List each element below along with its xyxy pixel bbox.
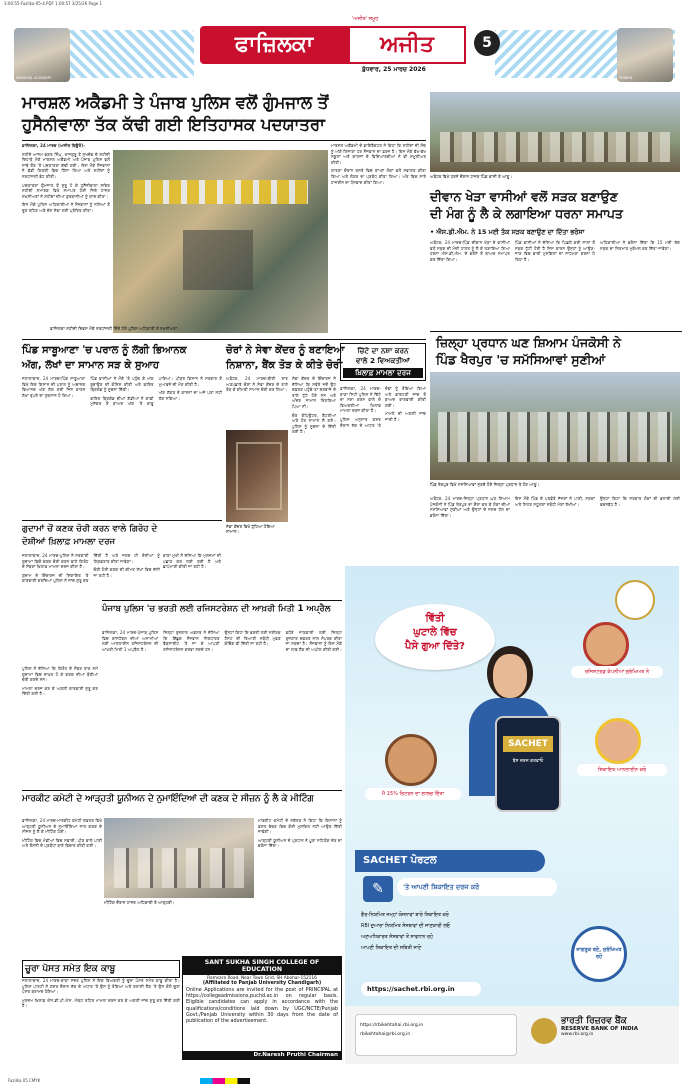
divider xyxy=(22,140,426,141)
doda-box xyxy=(340,343,426,381)
face xyxy=(493,654,527,698)
lead-body-left: ਫ਼ਾਜ਼ਿਲਕਾ, 24 ਮਾਰਚ (ਅਜੀਤ ਬਿਊਰੋ)- ਸ਼ਹੀਦੇ ਆਜ਼ਮ ਭਗਤ ਸਿੰਘ, ਰਾਜਗੁਰੂ ਤੇ ਸੁਖਦੇਵ ਦੇ ਸ਼ਹੀਦੀ ਦਿਹਾੜੇ ਮੌਕੇ ਮਾਰਸ਼ਲ ਅਕੈਡਮੀ ਅਤੇ ਪੰਜਾਬ ਪੁਲਿਸ ਵਲੋਂ ਸਾਂਝੇ ਤੌਰ 'ਤੇ ਪਦਯਾਤਰਾ ਕੱਢੀ ਗਈ। ਇਸ ਮੌਕੇ ਨੌਜਵਾਨਾਂ ਨੇ ਵੱਡੀ ਗਿਣਤੀ ਵਿਚ ਹਿੱਸਾ ਲਿਆ ਅਤੇ ਸ਼ਹੀਦਾਂ ਨੂੰ ਸ਼ਰਧਾਂਜਲੀ ਭੇਟ ਕੀਤੀ। ਪਦਯਾਤਰਾ ਗੁੰਮਜਾਲ ਤੋਂ ਸ਼ੁਰੂ ਹੋ ਕੇ ਹੁਸੈਨੀਵਾਲਾ ਸਥਿਤ ਸ਼ਹੀਦੀ ਸਮਾਰਕ ਵਿਖੇ ਸਮਾਪਤ ਹੋਈ ਜਿਥੇ ਹਾਜ਼ਰ ਸ਼ਖ਼ਸੀਅਤਾਂ ਨੇ ਸ਼ਹੀਦਾਂ ਦੀਆਂ ਕੁਰਬਾਨੀਆਂ ਨੂੰ ਯਾਦ ਕੀਤਾ। ਇਸ ਮੌਕੇ ਪੁਲਿਸ ਅਧਿਕਾਰੀਆਂ ਨੇ ਨੌਜਵਾਨਾਂ ਨੂੰ ਨਸ਼ਿਆਂ ਤੋਂ ਦੂਰ ਰਹਿਣ ਅਤੇ ਦੇਸ਼ ਸੇਵਾ ਲਈ ਪ੍ਰੇਰਿਤ ਕੀਤਾ। xyxy=(22,143,110,213)
memorial xyxy=(183,230,253,290)
meeting-group xyxy=(114,848,244,888)
college-affiliation: (Affiliated to Panjab University Chandigarh) xyxy=(202,981,322,986)
doda-body: ਫ਼ਾਜ਼ਿਲਕਾ, 24 ਮਾਰਚ-ਥਾਣਾ ਸਿਟੀ ਪੁਲਿਸ ਨੇ ਚਿੱਟੇ ਦਾ ਨਸ਼ਾ ਕਰਨ ਵਾਲੇ ਦੋ ਵਿਅਕਤੀਆਂ ਖ਼ਿਲਾਫ਼ ਮਾਮਲਾ ਦਰਜ ਕੀਤਾ ਹੈ। ਪੁਲਿਸ ਅਨੁਸਾਰ ਗਸ਼ਤ ਦੌਰਾਨ ਸ਼ੱਕ ਦੇ ਅਧਾਰ 'ਤੇ ਦੋਵਾਂ ਨੂੰ ਰੋਕਿਆ ਗਿਆ ਅਤੇ ਡਾਕਟਰੀ ਜਾਂਚ ਤੋਂ ਬਾਅਦ ਕਾਰਵਾਈ ਕੀਤੀ ਗਈ। ਮਾਮਲੇ ਦੀ ਅਗਲੀ ਜਾਂਚ ਜਾਰੀ ਹੈ। xyxy=(340,386,426,428)
color-registration-bar xyxy=(200,1078,250,1084)
dharna-photo xyxy=(430,92,680,172)
college-name: SANT SUKHA SINGH COLLEGE OF EDUCATION xyxy=(183,957,341,975)
lead-headline: ਮਾਰਸ਼ਲ ਅਕੈਡਮੀ ਤੇ ਪੰਜਾਬ ਪੁਲਿਸ ਵਲੋਂ ਗੁੰਮਜਾਲ ਤੋਂ ਹੁਸੈਨੀਵਾਲਾ ਤੱਕ ਕੱਢੀ ਗਈ ਇਤਿਹਾਸਕ ਪਦਯਾਤਰਾ xyxy=(22,93,329,134)
arrest-body: ਜਲਾਲਾਬਾਦ, 24 ਮਾਰਚ-ਥਾਣਾ ਸਦਰ ਪੁਲਿਸ ਨੇ ਇਕ ਵਿਅਕਤੀ ਨੂੰ ਚੂਰਾ ਪੋਸਤ ਸਮੇਤ ਕਾਬੂ ਕੀਤਾ ਹੈ। ਪੁਲਿਸ ਪਾਰਟੀ ਨੇ ਗਸ਼ਤ ਦੌਰਾਨ ਸ਼ੱਕ ਦੇ ਅਧਾਰ 'ਤੇ ਉਸ ਨੂੰ ਰੋਕਿਆ ਅਤੇ ਤਲਾਸ਼ੀ ਲੈਣ 'ਤੇ ਉਸ ਕੋਲੋਂ ਚੂਰਾ ਪੋਸਤ ਬਰਾਮਦ ਹੋਇਆ। ਮੁਲਜ਼ਮ ਖ਼ਿਲਾਫ਼ ਐਨ.ਡੀ.ਪੀ.ਐਸ. ਐਕਟ ਤਹਿਤ ਮਾਮਲਾ ਦਰਜ ਕਰ ਕੇ ਅਗਲੀ ਜਾਂਚ ਸ਼ੁਰੂ ਕਰ ਦਿੱਤੀ ਗਈ ਹੈ। xyxy=(22,978,180,1009)
wheat-body: ਜਲਾਲਾਬਾਦ, 24 ਮਾਰਚ-ਪੁਲਿਸ ਨੇ ਸਰਕਾਰੀ ਗੁਦਾਮਾਂ ਵਿਚੋਂ ਕਣਕ ਚੋਰੀ ਕਰਨ ਵਾਲੇ ਗਿਰੋਹ ਦੇ ਮੈਂਬਰਾਂ ਖ਼ਿਲਾਫ਼ ਮਾਮਲਾ ਦਰਜ ਕੀਤਾ ਹੈ। ਗੁਦਾਮ ਦੇ ਇੰਚਾਰਜ ਦੀ ਸ਼ਿਕਾਇਤ 'ਤੇ ਕਾਰਵਾਈ ਕਰਦਿਆਂ ਪੁਲਿਸ ਨੇ ਜਾਂਚ ਸ਼ੁਰੂ ਕਰ ਦਿੱਤੀ ਹੈ ਅਤੇ ਜਲਦ ਹੀ ਦੋਸ਼ੀਆਂ ਨੂੰ ਗ੍ਰਿਫ਼ਤਾਰ ਕੀਤਾ ਜਾਵੇਗਾ। ਚੋਰੀ ਹੋਈ ਕਣਕ ਦੀ ਕੀਮਤ ਲੱਖਾਂ ਵਿਚ ਦੱਸੀ ਜਾ ਰਹੀ ਹੈ। xyxy=(22,553,160,584)
theft-photo-caption: ਸੇਵਾ ਕੇਂਦਰ ਵਿਖੇ ਟੁੱਟਿਆ ਹੋਇਆ ਸਾਮਾਨ। xyxy=(226,524,275,534)
phone-label: SACHET xyxy=(503,736,553,752)
portal-sub: 'ਤੇ ਆਪਣੀ ਸ਼ਿਕਾਇਤ ਦਰਜ ਕਰੋ xyxy=(397,878,557,896)
doda-headline: ਚਿੱਟੇ ਦਾ ਨਸ਼ਾ ਕਰਨ ਵਾਲੇ 2 ਵਿਅਕਤੀਆਂ ਖ਼ਿਲਾਫ਼ ਮਾਮਲਾ ਦਰਜ xyxy=(341,344,425,380)
rbi-emblem xyxy=(615,580,655,620)
college-ad xyxy=(182,956,342,1060)
page-number: 5 xyxy=(474,30,500,56)
lead-photo-caption: ਫ਼ਾਜ਼ਿਲਕਾ ਸ਼ਹੀਦੀ ਦਿਵਸ ਮੌਕੇ ਸ਼ਰਧਾਂਜਲੀ ਦਿੰਦੇ ਹੋਏ ਪੁਲਿਸ ਅਧਿਕਾਰੀ ਤੇ ਸ਼ਖ਼ਸੀਅਤਾਂ। xyxy=(50,326,180,331)
market-body-left: ਫ਼ਾਜ਼ਿਲਕਾ, 24 ਮਾਰਚ-ਮਾਰਕੀਟ ਕਮੇਟੀ ਦਫ਼ਤਰ ਵਿਖੇ ਆੜ੍ਹਤੀ ਯੂਨੀਅਨ ਦੇ ਨੁਮਾਇੰਦਿਆਂ ਨਾਲ ਕਣਕ ਦੇ ਸੀਜ਼ਨ ਨੂੰ ਲੈ ਕੇ ਮੀਟਿੰਗ ਹੋਈ। ਮੀਟਿੰਗ ਵਿਚ ਮੰਡੀਆਂ ਵਿਚ ਸਫ਼ਾਈ, ਪੀਣ ਵਾਲੇ ਪਾਣੀ ਅਤੇ ਰੌਸ਼ਨੀ ਦੇ ਪ੍ਰਬੰਧਾਂ ਬਾਰੇ ਵਿਚਾਰ ਕੀਤੀ ਗਈ। xyxy=(22,818,102,849)
sachet-link[interactable]: https://sachet.rbi.org.in xyxy=(361,982,481,996)
tower-logo: MARSHAL ACADEMY xyxy=(14,28,70,82)
question-bubble: ਵਿੱਤੀ ਘੁਟਾਲੇ ਵਿੱਚ ਪੈਸੇ ਗੁਆ ਦਿੱਤੇ? xyxy=(375,604,495,670)
clock-tower-logo: TOWER xyxy=(617,28,673,82)
paper-name: ਅਜੀਤ xyxy=(348,26,466,64)
wheat-headline: ਗੁਦਾਮਾਂ ਚੋਂ ਕਣਕ ਚੋਰੀ ਕਰਨ ਵਾਲੇ ਗਿਰੋਹ ਦੇ ਦੋਸ਼ੀਆਂ ਖ਼ਿਲਾਫ਼ ਮਾਮਲਾ ਦਰਜ xyxy=(22,524,158,547)
bubble-right-bottom: ਸ਼ਿਕਾਇਤ ਆਨਲਾਈਨ ਕਰੋ xyxy=(577,764,667,776)
zila-headline: ਜ਼ਿਲ੍ਹਾ ਪ੍ਰਧਾਨ ਘਣ ਸ਼ਿਆਮ ਪੰਜਕੋਸੀ ਨੇ ਪਿੰਡ ਖੈਰਪੁਰ 'ਚ ਸਮੱਸਿਆਵਾਂ ਸੁਣੀਆਂ xyxy=(436,335,621,367)
theft-body: ਸੇਵਾ ਕੇਂਦਰ ਦੇ ਇੰਚਾਰਜ ਨੇ ਦੱਸਿਆ ਕਿ ਸਵੇਰੇ ਜਦੋਂ ਉਹ ਦਫ਼ਤਰ ਪਹੁੰਚੇ ਤਾਂ ਦਰਵਾਜ਼ੇ ਦੇ ਤਾਲੇ ਟੁੱਟੇ ਹੋਏ ਸਨ ਅਤੇ ਅੰਦਰ ਸਾਮਾਨ ਖਿੱਲਰਿਆ ਪਿਆ ਸੀ। ਚੋਰ ਕੰਪਿਊਟਰ, ਬੈਟਰੀਆਂ ਅਤੇ ਹੋਰ ਸਾਮਾਨ ਲੈ ਗਏ। ਪੁਲਿਸ ਨੂੰ ਸੂਚਨਾ ਦੇ ਦਿੱਤੀ ਗਈ ਹੈ। xyxy=(292,376,336,435)
zila-photo-caption: ਪਿੰਡ ਖੈਰਪੁਰ ਵਿਖੇ ਸਮੱਸਿਆਵਾਂ ਸੁਣਦੇ ਹੋਏ ਜ਼ਿਲ੍ਹਾ ਪ੍ਰਧਾਨ ਤੇ ਹੋਰ ਆਗੂ। xyxy=(430,482,540,487)
benefit-list xyxy=(361,912,551,956)
dharna-photo-caption: ਅਬੋਹਰ ਵਿਖੇ ਧਰਨੇ ਦੌਰਾਨ ਹਾਜ਼ਰ ਪਿੰਡ ਵਾਸੀ ਤੇ ਆਗੂ। xyxy=(430,174,513,179)
bubble-right-top: ਰਜਿਸਟਰਡ ਕੰਪਨੀਆਂ ਸੁਰੱਖਿਅਤ ਨੇ xyxy=(571,666,663,678)
complaint-icon: ✎ xyxy=(363,876,393,902)
benefit-item: ਆਪਣੀ ਸ਼ਿਕਾਇਤ ਦੀ ਸਥਿਤੀ ਜਾਣੋ xyxy=(361,946,422,951)
broken-door xyxy=(236,442,282,510)
fraudster-avatar xyxy=(385,734,437,786)
print-header: 3:00:55-Fazilka-05-4.PDF 1:00:57 3/25/26 Page 1 xyxy=(4,1,103,6)
college-signature: Dr.Naresh Pruthi Chairman xyxy=(183,1051,341,1059)
tagline: 'ਅਜੀਤ' ਸਮੂਹ xyxy=(352,16,379,22)
college-address: Ramsara Road, Near Town Grid, SH Abohar-152116 xyxy=(207,976,317,981)
dharna-subhead: • ਐਸ.ਡੀ.ਐਮ. ਨੇ 15 ਮਈ ਤੱਕ ਸੜਕ ਬਣਾਉਣ ਦਾ ਦਿੱਤਾ ਭਰੋਸਾ xyxy=(430,228,585,236)
zila-body: ਅਬੋਹਰ, 24 ਮਾਰਚ-ਜ਼ਿਲ੍ਹਾ ਪ੍ਰਧਾਨ ਘਣ ਸ਼ਿਆਮ ਪੰਜਕੋਸੀ ਨੇ ਪਿੰਡ ਖੈਰਪੁਰ ਦਾ ਦੌਰਾ ਕਰ ਕੇ ਲੋਕਾਂ ਦੀਆਂ ਸਮੱਸਿਆਵਾਂ ਸੁਣੀਆਂ ਅਤੇ ਉਨ੍ਹਾਂ ਦੇ ਜਲਦ ਹੱਲ ਦਾ ਭਰੋਸਾ ਦਿੱਤਾ। ਇਸ ਮੌਕੇ ਪਿੰਡ ਦੇ ਪਤਵੰਤੇ ਸੱਜਣਾਂ ਨੇ ਪਾਣੀ, ਸੜਕਾਂ ਅਤੇ ਸਿਹਤ ਸਹੂਲਤਾਂ ਸਬੰਧੀ ਮੰਗਾਂ ਰੱਖੀਆਂ। ਉਨ੍ਹਾਂ ਕਿਹਾ ਕਿ ਸਰਕਾਰ ਲੋਕਾਂ ਦੀ ਭਲਾਈ ਲਈ ਵਚਨਬੱਧ ਹੈ। xyxy=(430,496,680,518)
divider xyxy=(22,790,342,791)
divider xyxy=(22,520,222,521)
bubble-left: ਮੈਂ 15% ਰਿਟਰਨ ਦਾ ਲਾਲਚ ਦਿੱਤਾ xyxy=(365,788,461,800)
fire-headline: ਪਿੰਡ ਸਾਬੂਆਣਾ 'ਚ ਪਰਾਲ ਨੂੰ ਲੱਗੀ ਭਿਆਨਕ ਅੱਗ, ਲੱਖਾਂ ਦਾ ਸਾਮਾਨ ਸੜ ਕੇ ਸੁਆਹ xyxy=(22,345,187,371)
footer-print: Fazilka 05 CMYK xyxy=(8,1078,41,1083)
city-banner: ਫਾਜ਼ਿਲਕਾ xyxy=(200,26,348,64)
market-photo xyxy=(104,818,254,898)
lead-body-right: ਮਾਰਸ਼ਲ ਅਕੈਡਮੀ ਦੇ ਡਾਇਰੈਕਟਰ ਨੇ ਕਿਹਾ ਕਿ ਸ਼ਹੀਦਾਂ ਦੀ ਸੋਚ ਨੂੰ ਅੱਗੇ ਲਿਜਾਣਾ ਹਰ ਨੌਜਵਾਨ ਦਾ ਫ਼ਰਜ਼ ਹੈ। ਇਸ ਮੌਕੇ ਵੱਖ-ਵੱਖ ਸਕੂਲਾਂ ਅਤੇ ਕਾਲਜਾਂ ਦੇ ਵਿਦਿਆਰਥੀਆਂ ਨੇ ਵੀ ਸ਼ਮੂਲੀਅਤ ਕੀਤੀ। ਯਾਤਰਾ ਦੌਰਾਨ ਰਸਤੇ ਵਿਚ ਥਾਂ-ਥਾਂ ਲੋਕਾਂ ਵਲੋਂ ਸਵਾਗਤ ਕੀਤਾ ਗਿਆ ਅਤੇ ਲੰਗਰ ਦਾ ਪ੍ਰਬੰਧ ਕੀਤਾ ਗਿਆ। ਅੰਤ ਵਿਚ ਸਾਰੇ ਹਾਜ਼ਰੀਨ ਦਾ ਧੰਨਵਾਦ ਕੀਤਾ ਗਿਆ। xyxy=(331,143,426,185)
fire-body: ਜਲਾਲਾਬਾਦ, 24 ਮਾਰਚ-ਪਿੰਡ ਸਾਬੂਆਣਾ ਵਿਖੇ ਇਕ ਕਿਸਾਨ ਦੀ ਪਰਾਲ ਨੂੰ ਅਚਾਨਕ ਭਿਆਨਕ ਅੱਗ ਲੱਗ ਗਈ ਜਿਸ ਕਾਰਨ ਲੱਖਾਂ ਰੁਪਏ ਦਾ ਨੁਕਸਾਨ ਹੋ ਗਿਆ। ਪਿੰਡ ਵਾਸੀਆਂ ਨੇ ਮੌਕੇ 'ਤੇ ਪਹੁੰਚ ਕੇ ਅੱਗ ਬੁਝਾਉਣ ਦੀ ਕੋਸ਼ਿਸ਼ ਕੀਤੀ ਅਤੇ ਫਾਇਰ ਬ੍ਰਿਗੇਡ ਨੂੰ ਸੂਚਨਾ ਦਿੱਤੀ। ਫਾਇਰ ਬ੍ਰਿਗੇਡ ਦੀਆਂ ਗੱਡੀਆਂ ਨੇ ਕਾਫ਼ੀ ਮੁਸ਼ੱਕਤ ਤੋਂ ਬਾਅਦ ਅੱਗ 'ਤੇ ਕਾਬੂ ਪਾਇਆ। ਪੀੜਤ ਕਿਸਾਨ ਨੇ ਸਰਕਾਰ ਤੋਂ ਮੁਆਵਜ਼ੇ ਦੀ ਮੰਗ ਕੀਤੀ ਹੈ। ਅੱਗ ਲੱਗਣ ਦੇ ਕਾਰਨਾਂ ਦਾ ਅਜੇ ਪਤਾ ਨਹੀਂ ਲੱਗ ਸਕਿਆ। xyxy=(22,376,222,407)
theft-headline: ਚੋਰਾਂ ਨੇ ਸੇਵਾ ਕੇਂਦਰ ਨੂੰ ਬਣਾਇਆ ਨਿਸ਼ਾਨਾ, ਬੈਂਕ ਤੋੜ ਕੇ ਕੀਤੇ ਚੋਰੀ xyxy=(226,345,345,371)
phone-icon xyxy=(495,716,561,812)
contact-box xyxy=(355,1014,517,1056)
awareness-seal: ਜਾਗਰੂਕ ਬਣੋ, ਸੁਰੱਖਿਅਤ ਰਹੋ xyxy=(571,926,627,982)
group xyxy=(438,412,672,462)
market-body-right: ਮਾਰਕੀਟ ਕਮੇਟੀ ਦੇ ਸਕੱਤਰ ਨੇ ਕਿਹਾ ਕਿ ਕਿਸਾਨਾਂ ਨੂੰ ਫ਼ਸਲ ਵੇਚਣ ਵਿਚ ਕੋਈ ਮੁਸ਼ਕਿਲ ਨਹੀਂ ਆਉਣ ਦਿੱਤੀ ਜਾਵੇਗੀ। ਆੜ੍ਹਤੀ ਯੂਨੀਅਨ ਦੇ ਪ੍ਰਧਾਨ ਨੇ ਪੂਰਾ ਸਹਿਯੋਗ ਦੇਣ ਦਾ ਭਰੋਸਾ ਦਿੱਤਾ। xyxy=(258,818,342,849)
man-avatar xyxy=(583,622,629,668)
police-headline: ਪੰਜਾਬ ਪੁਲਿਸ 'ਚ ਭਰਤੀ ਲਈ ਰਜਿਸਟਰੇਸ਼ਨ ਦੀ ਆਖ਼ਰੀ ਮਿਤੀ 1 ਅਪ੍ਰੈਲ xyxy=(102,604,331,614)
benefit-item: ਅਣਅਧਿਕਾਰਤ ਸੰਸਥਾਵਾਂ ਤੋਂ ਸਾਵਧਾਨ ਰਹੋ xyxy=(361,935,433,940)
benefit-item: RBI ਦੁਆਰਾ ਨਿਯਮਿਤ ਸੰਸਥਾਵਾਂ ਦੀ ਜਾਣਕਾਰੀ ਲਓ xyxy=(361,924,450,929)
arrest-box xyxy=(22,960,180,978)
rbi-footer xyxy=(345,1006,679,1064)
lead-photo xyxy=(113,150,328,333)
divider xyxy=(22,339,426,340)
theft-photo xyxy=(226,430,288,522)
masthead xyxy=(0,10,687,86)
rbi-logo xyxy=(531,1018,557,1044)
market-headline: ਮਾਰਕੀਟ ਕਮੇਟੀ ਦੇ ਆੜ੍ਹਤੀ ਯੂਨੀਅਨ ਦੇ ਨੁਮਾਇੰਦਿਆਂ ਦੀ ਕਣਕ ਦੇ ਸੀਜ਼ਨ ਨੂੰ ਲੈ ਕੇ ਮੀਟਿੰਗ xyxy=(22,794,314,804)
crowd xyxy=(440,132,670,162)
rbi-name: ਭਾਰਤੀ ਰਿਜ਼ਰਵ ਬੈਂਕ RESERVE BANK OF INDIA www.rbi.org.in xyxy=(561,1016,638,1037)
college-body: Online Applications are invited for the post of PRINCIPAL at https://collegeadmissions.puchd.ac.in on regular basis. Eligible candidates can apply in accordance with the qualifications/conditions laid down by UGC/NCTE/Punjab Govt./Panjab University within 30 days from the date of publication of the advertisement. xyxy=(186,987,338,1025)
phone-sub: ਬੱਸ ਦਰਜ ਕਰਵਾਓ xyxy=(512,759,544,764)
benefit-item: ਗੈਰ-ਨਿਯਮਿਤ ਜਮ੍ਹਾਂ ਯੋਜਨਾਵਾਂ ਬਾਰੇ ਸ਼ਿਕਾਇਤ ਕਰੋ xyxy=(361,913,449,918)
crowd-turbans xyxy=(133,180,308,204)
wheat-body-cont: ਪੁਲਿਸ ਨੇ ਦੱਸਿਆ ਕਿ ਗਿਰੋਹ ਦੇ ਮੈਂਬਰ ਰਾਤ ਸਮੇਂ ਗੁਦਾਮਾਂ ਵਿਚ ਦਾਖ਼ਲ ਹੋ ਕੇ ਕਣਕ ਦੀਆਂ ਬੋਰੀਆਂ ਚੋਰੀ ਕਰਦੇ ਸਨ। ਮਾਮਲਾ ਦਰਜ ਕਰ ਕੇ ਅਗਲੀ ਕਾਰਵਾਈ ਸ਼ੁਰੂ ਕਰ ਦਿੱਤੀ ਗਈ ਹੈ। xyxy=(22,666,98,697)
dharna-headline: ਦੀਵਾਨ ਖੇੜਾ ਵਾਸੀਆਂ ਵਲੋਂ ਸੜਕ ਬਣਾਉਣ ਦੀ ਮੰਗ ਨੂੰ ਲੈ ਕੇ ਲਗਾਇਆ ਧਰਨਾ ਸਮਾਪਤ xyxy=(430,189,623,221)
wheat-body-right: ਥਾਣਾ ਮੁਖੀ ਨੇ ਦੱਸਿਆ ਕਿ ਮੁਲਜ਼ਮਾਂ ਦੀ ਪਛਾਣ ਕਰ ਲਈ ਗਈ ਹੈ ਅਤੇ ਛਾਪੇਮਾਰੀ ਕੀਤੀ ਜਾ ਰਹੀ ਹੈ। xyxy=(163,553,221,570)
police-body: ਫ਼ਾਜ਼ਿਲਕਾ, 24 ਮਾਰਚ-ਪੰਜਾਬ ਪੁਲਿਸ ਵਿਚ ਕਾਂਸਟੇਬਲ ਦੀਆਂ ਅਸਾਮੀਆਂ ਲਈ ਆਨਲਾਈਨ ਰਜਿਸਟਰੇਸ਼ਨ ਦੀ ਆਖ਼ਰੀ ਮਿਤੀ 1 ਅਪ੍ਰੈਲ ਹੈ। ਜ਼ਿਲ੍ਹਾ ਰੁਜ਼ਗਾਰ ਅਫ਼ਸਰ ਨੇ ਦੱਸਿਆ ਕਿ ਇੱਛੁਕ ਨੌਜਵਾਨ ਨਿਰਧਾਰਤ ਵੈਬਸਾਈਟ 'ਤੇ ਜਾ ਕੇ ਆਪਣੀ ਰਜਿਸਟਰੇਸ਼ਨ ਕਰਵਾ ਸਕਦੇ ਹਨ। ਉਨ੍ਹਾਂ ਕਿਹਾ ਕਿ ਭਰਤੀ ਲਈ ਸਰੀਰਕ ਟੈਸਟ ਦੀ ਤਿਆਰੀ ਸਬੰਧੀ ਮੁਫ਼ਤ ਕੋਚਿੰਗ ਵੀ ਦਿੱਤੀ ਜਾ ਰਹੀ ਹੈ। ਵਧੇਰੇ ਜਾਣਕਾਰੀ ਲਈ ਜ਼ਿਲ੍ਹਾ ਰੁਜ਼ਗਾਰ ਦਫ਼ਤਰ ਨਾਲ ਸੰਪਰਕ ਕੀਤਾ ਜਾ ਸਕਦਾ ਹੈ। ਨੌਜਵਾਨਾਂ ਨੂੰ ਇਸ ਮੌਕੇ ਦਾ ਲਾਭ ਲੈਣ ਦੀ ਅਪੀਲ ਕੀਤੀ ਗਈ। xyxy=(102,630,342,652)
footer-email[interactable]: rbikehtahai@rbi.org.in xyxy=(360,1032,411,1037)
divider xyxy=(430,331,682,332)
theft-body-intro: ਅਬੋਹਰ, 24 ਮਾਰਚ-ਬੀਤੀ ਰਾਤ ਅਣਪਛਾਤੇ ਚੋਰਾਂ ਨੇ ਸੇਵਾ ਕੇਂਦਰ ਦੇ ਤਾਲੇ ਤੋੜ ਕੇ ਕੀਮਤੀ ਸਾਮਾਨ ਚੋਰੀ ਕਰ ਲਿਆ। xyxy=(226,376,288,393)
zila-photo xyxy=(430,372,680,480)
market-photo-caption: ਮੀਟਿੰਗ ਦੌਰਾਨ ਹਾਜ਼ਰ ਅਧਿਕਾਰੀ ਤੇ ਆੜ੍ਹਤੀ। xyxy=(104,900,175,905)
woman-avatar xyxy=(595,718,641,764)
issue-date: ਬੁੱਧਵਾਰ, 25 ਮਾਰਚ 2026 xyxy=(362,66,426,73)
footer-link[interactable]: https://rbikehtahai.rbi.org.in xyxy=(360,1023,424,1028)
divider xyxy=(102,600,342,601)
portal-title: SACHET ਪੋਰਟਲ xyxy=(355,850,545,872)
dharna-body: ਅਬੋਹਰ, 24 ਮਾਰਚ-ਪਿੰਡ ਦੀਵਾਨ ਖੇੜਾ ਦੇ ਵਾਸੀਆਂ ਵਲੋਂ ਸੜਕ ਦੀ ਮੰਦੀ ਹਾਲਤ ਨੂੰ ਲੈ ਕੇ ਲਗਾਇਆ ਗਿਆ ਧਰਨਾ ਐਸ.ਡੀ.ਐਮ. ਦੇ ਭਰੋਸੇ ਤੋਂ ਬਾਅਦ ਸਮਾਪਤ ਕਰ ਦਿੱਤਾ ਗਿਆ। ਪਿੰਡ ਵਾਸੀਆਂ ਨੇ ਦੱਸਿਆ ਕਿ ਪਿਛਲੇ ਕਈ ਸਾਲਾਂ ਤੋਂ ਸੜਕ ਟੁੱਟੀ ਹੋਈ ਹੈ ਜਿਸ ਕਾਰਨ ਉਨ੍ਹਾਂ ਨੂੰ ਆਉਣ-ਜਾਣ ਵਿਚ ਭਾਰੀ ਮੁਸ਼ਕਿਲਾਂ ਦਾ ਸਾਹਮਣਾ ਕਰਨਾ ਪੈ ਰਿਹਾ ਹੈ। ਅਧਿਕਾਰੀਆਂ ਨੇ ਭਰੋਸਾ ਦਿੱਤਾ ਕਿ 15 ਮਈ ਤੱਕ ਸੜਕ ਦਾ ਨਿਰਮਾਣ ਮੁਕੰਮਲ ਕਰ ਦਿੱਤਾ ਜਾਵੇਗਾ। xyxy=(430,240,680,262)
arrest-headline: ਚੂਰਾ ਪੋਸਤ ਸਮੇਤ ਇਕ ਕਾਬੂ xyxy=(25,964,116,974)
rbi-ad xyxy=(345,566,679,1064)
